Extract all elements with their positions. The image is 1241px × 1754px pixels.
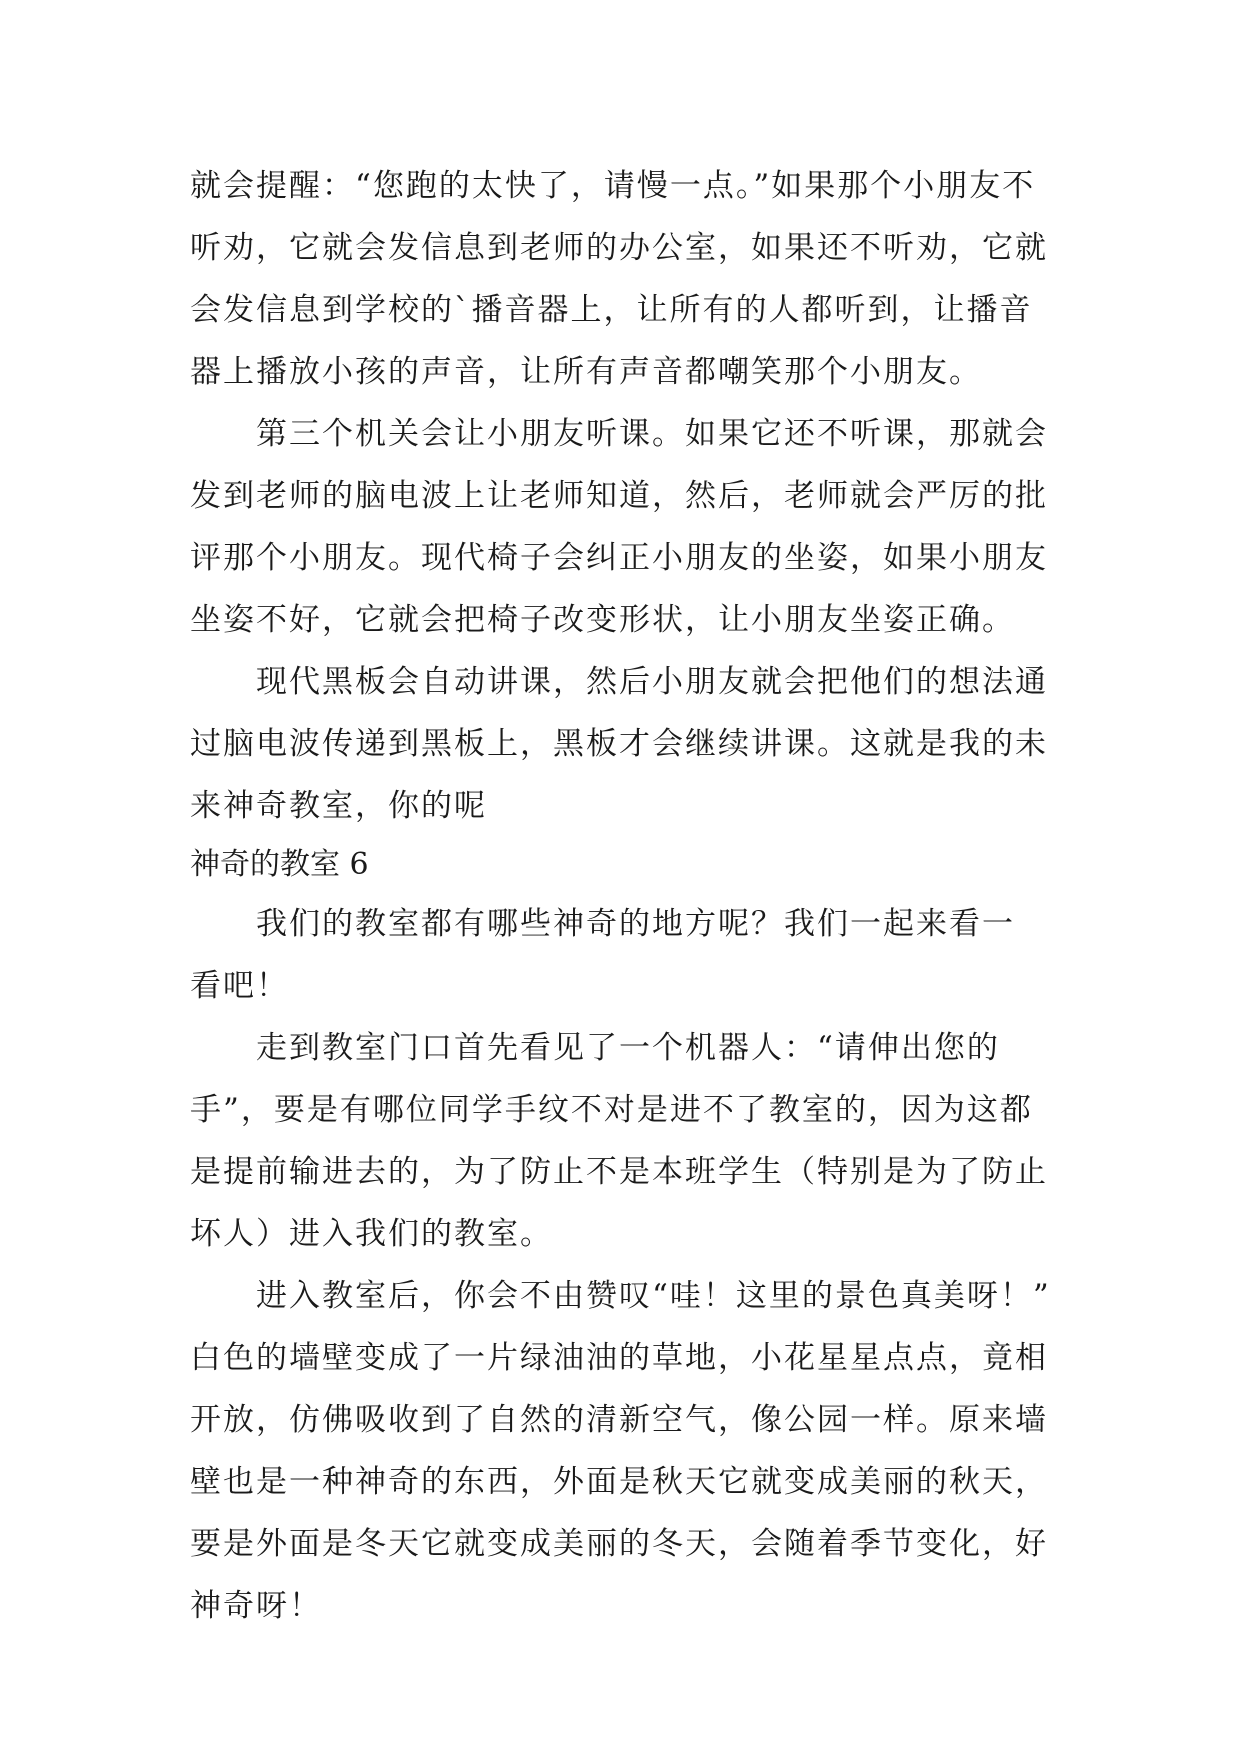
text-line: 现代黑板会自动讲课，然后小朋友就会把他们的想法通 <box>256 664 1048 700</box>
paragraph <box>190 1265 1052 1637</box>
text-line: 进入教室后，你会不由赞叹“哇！这里的景色真美呀！” <box>256 1278 1051 1314</box>
paragraph <box>190 155 1052 403</box>
paragraph <box>190 651 1052 837</box>
text-line: 坐姿不好，它就会把椅子改变形状，让小朋友坐姿正确。 <box>190 602 1015 638</box>
text-line: 我们的教室都有哪些神奇的地方呢？我们一起来看一 <box>256 906 1015 942</box>
text-line: 过脑电波传递到黑板上，黑板才会继续讲课。这就是我的未 <box>190 726 1048 762</box>
text-line: 要是外面是冬天它就变成美丽的冬天，会随着季节变化，好 <box>190 1526 1048 1562</box>
text-line: 来神奇教室，你的呢 <box>190 788 487 824</box>
text-line: 是提前输进去的，为了防止不是本班学生（特别是为了防止 <box>190 1154 1048 1190</box>
text-line: 发到老师的脑电波上让老师知道，然后，老师就会严厉的批 <box>190 478 1048 514</box>
text-line: 器上播放小孩的声音，让所有声音都嘲笑那个小朋友。 <box>190 354 982 390</box>
section-heading: 神奇的教室 6 <box>190 847 369 882</box>
text-line: 坏人）进入我们的教室。 <box>190 1216 553 1252</box>
text-line: 白色的墙壁变成了一片绿油油的草地，小花星星点点，竟相 <box>190 1340 1048 1376</box>
paragraph <box>190 893 1052 1017</box>
text-line: 看吧！ <box>190 968 289 1004</box>
text-line: 听劝，它就会发信息到老师的办公室，如果还不听劝，它就 <box>190 230 1048 266</box>
text-line: 会发信息到学校的`播音器上，让所有的人都听到，让播音 <box>190 292 1033 328</box>
text-line: 神奇呀！ <box>190 1588 322 1624</box>
document-page <box>190 155 1052 1637</box>
text-line: 壁也是一种神奇的东西，外面是秋天它就变成美丽的秋天， <box>190 1464 1048 1500</box>
text-line: 走到教室门口首先看见了一个机器人：“请伸出您的 <box>256 1030 1000 1066</box>
paragraph <box>190 1017 1052 1265</box>
text-line: 第三个机关会让小朋友听课。如果它还不听课，那就会 <box>256 416 1048 452</box>
text-line: 手”，要是有哪位同学手纹不对是进不了教室的，因为这都 <box>190 1092 1033 1128</box>
text-line: 评那个小朋友。现代椅子会纠正小朋友的坐姿，如果小朋友 <box>190 540 1048 576</box>
text-line: 开放，仿佛吸收到了自然的清新空气，像公园一样。原来墙 <box>190 1402 1048 1438</box>
text-line: 就会提醒：“您跑的太快了，请慢一点。”如果那个小朋友不 <box>190 168 1036 204</box>
paragraph <box>190 403 1052 651</box>
